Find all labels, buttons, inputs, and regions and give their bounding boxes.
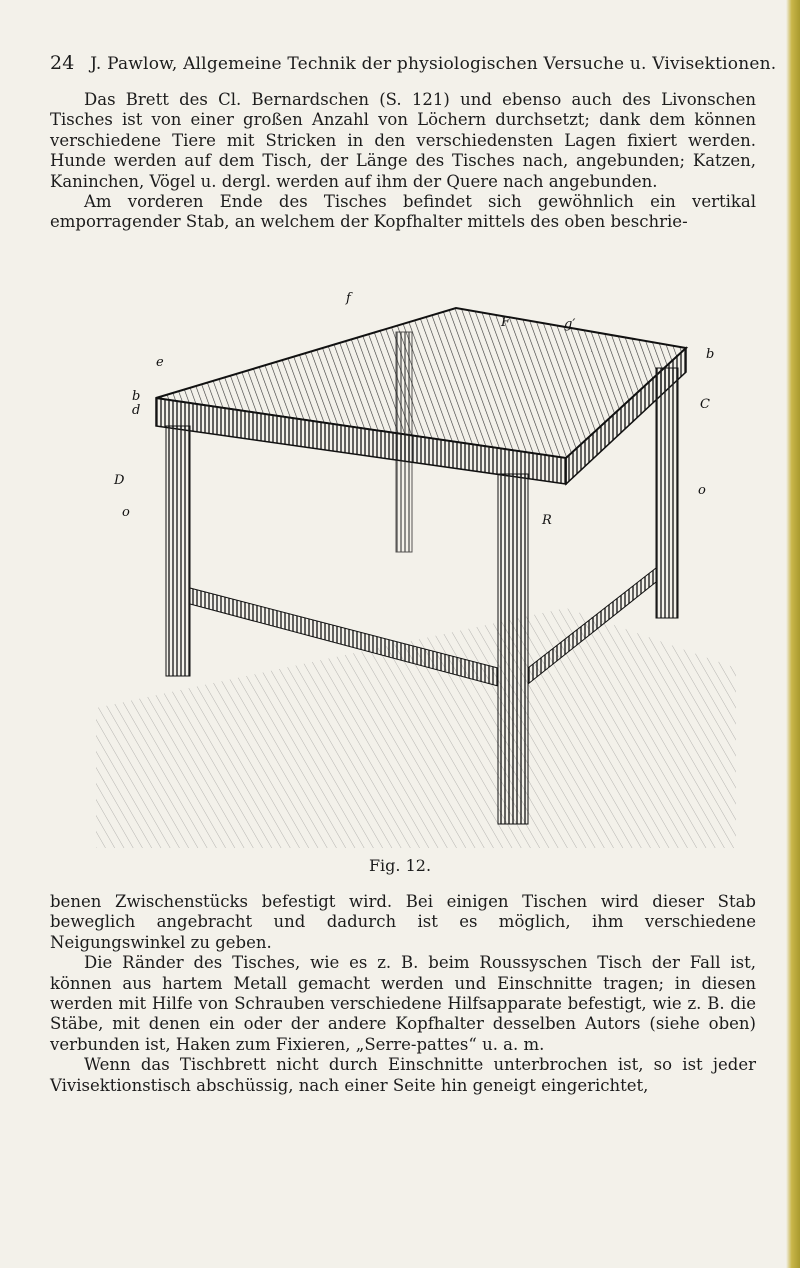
running-title: J. Pawlow, Allgemeine Technik der physiologischen Versuche u. Vivisektionen. [90,54,777,74]
table-illustration [96,288,736,848]
table-leg-front-left [166,426,190,676]
running-header [50,52,777,74]
figure-label-b: b [706,347,715,362]
figure-label-g: g′ [564,317,576,332]
paragraph-1: Das Brett des Cl. Bernardschen (S. 121) und ebenso auch des Livonschen Tisches ist von einer großen Anzahl von Löchern durchsetzt; dank dem können verschiedene Tiere mit Stricken in den verschiedensten Lagen fixiert werden. Hunde werden auf dem Tisch, der Länge des Tisches nach, angebunden; Katzen, Kaninchen, Vögel u. dergl. werden auf ihm der Quere nach angebunden. [50,90,756,191]
floor-hatching [96,608,736,848]
figure-label-o-left: o [122,505,130,520]
paragraph-4: Die Ränder des Tisches, wie es z. B. beim Roussyschen Tisch der Fall ist, können aus hartem Metall gemacht werden und Einschnitte tragen; in diesen werden mit Hilfe von Schrauben verschiedene Hilfsapparate befestigt, wie z. B. die Stäbe, mit denen ein oder der andere Kopfhalter desselben Autors (siehe oben) verbunden ist, Haken zum Fixieren, „Serre-pattes“ u. a. m. [50,953,756,1054]
figure-label-C: C [700,397,710,412]
figure-label-R: R [542,513,552,528]
top-text-block [50,90,756,233]
figure-label-o-right: o [698,483,706,498]
paragraph-3: benen Zwischenstücks befestigt wird. Bei einigen Tischen wird dieser Stab beweglich angebracht und dadurch ist es möglich, ihm verschiedene Neigungswinkel zu geben. [50,892,756,952]
figure-label-d: d [132,403,141,418]
paragraph-5: Wenn das Tischbrett nicht durch Einschnitte unterbrochen ist, so ist jeder Vivisektionstisch abschüssig, nach einer Seite hin geneigt eingerichtet, [50,1055,756,1095]
figure-label-b-left: b [132,389,141,404]
bottom-text-block [50,892,756,1096]
page-edge-decoration [786,0,800,1268]
table-leg-back-left [396,332,412,552]
paragraph-2: Am vorderen Ende des Tisches befindet sich gewöhnlich ein vertikal emporragender Stab, an welchem der Kopfhalter mittels des oben beschrie- [50,192,756,232]
figure-label-f: f [346,291,351,306]
figure-label-D: D [114,473,125,488]
table-leg-front-right [498,474,528,824]
figure-caption: Fig. 12. [368,856,432,875]
page-number: 24 [50,52,75,74]
figure-label-e: e [156,355,164,370]
table-leg-back-right [656,368,678,618]
figure-label-F: F [501,315,511,330]
